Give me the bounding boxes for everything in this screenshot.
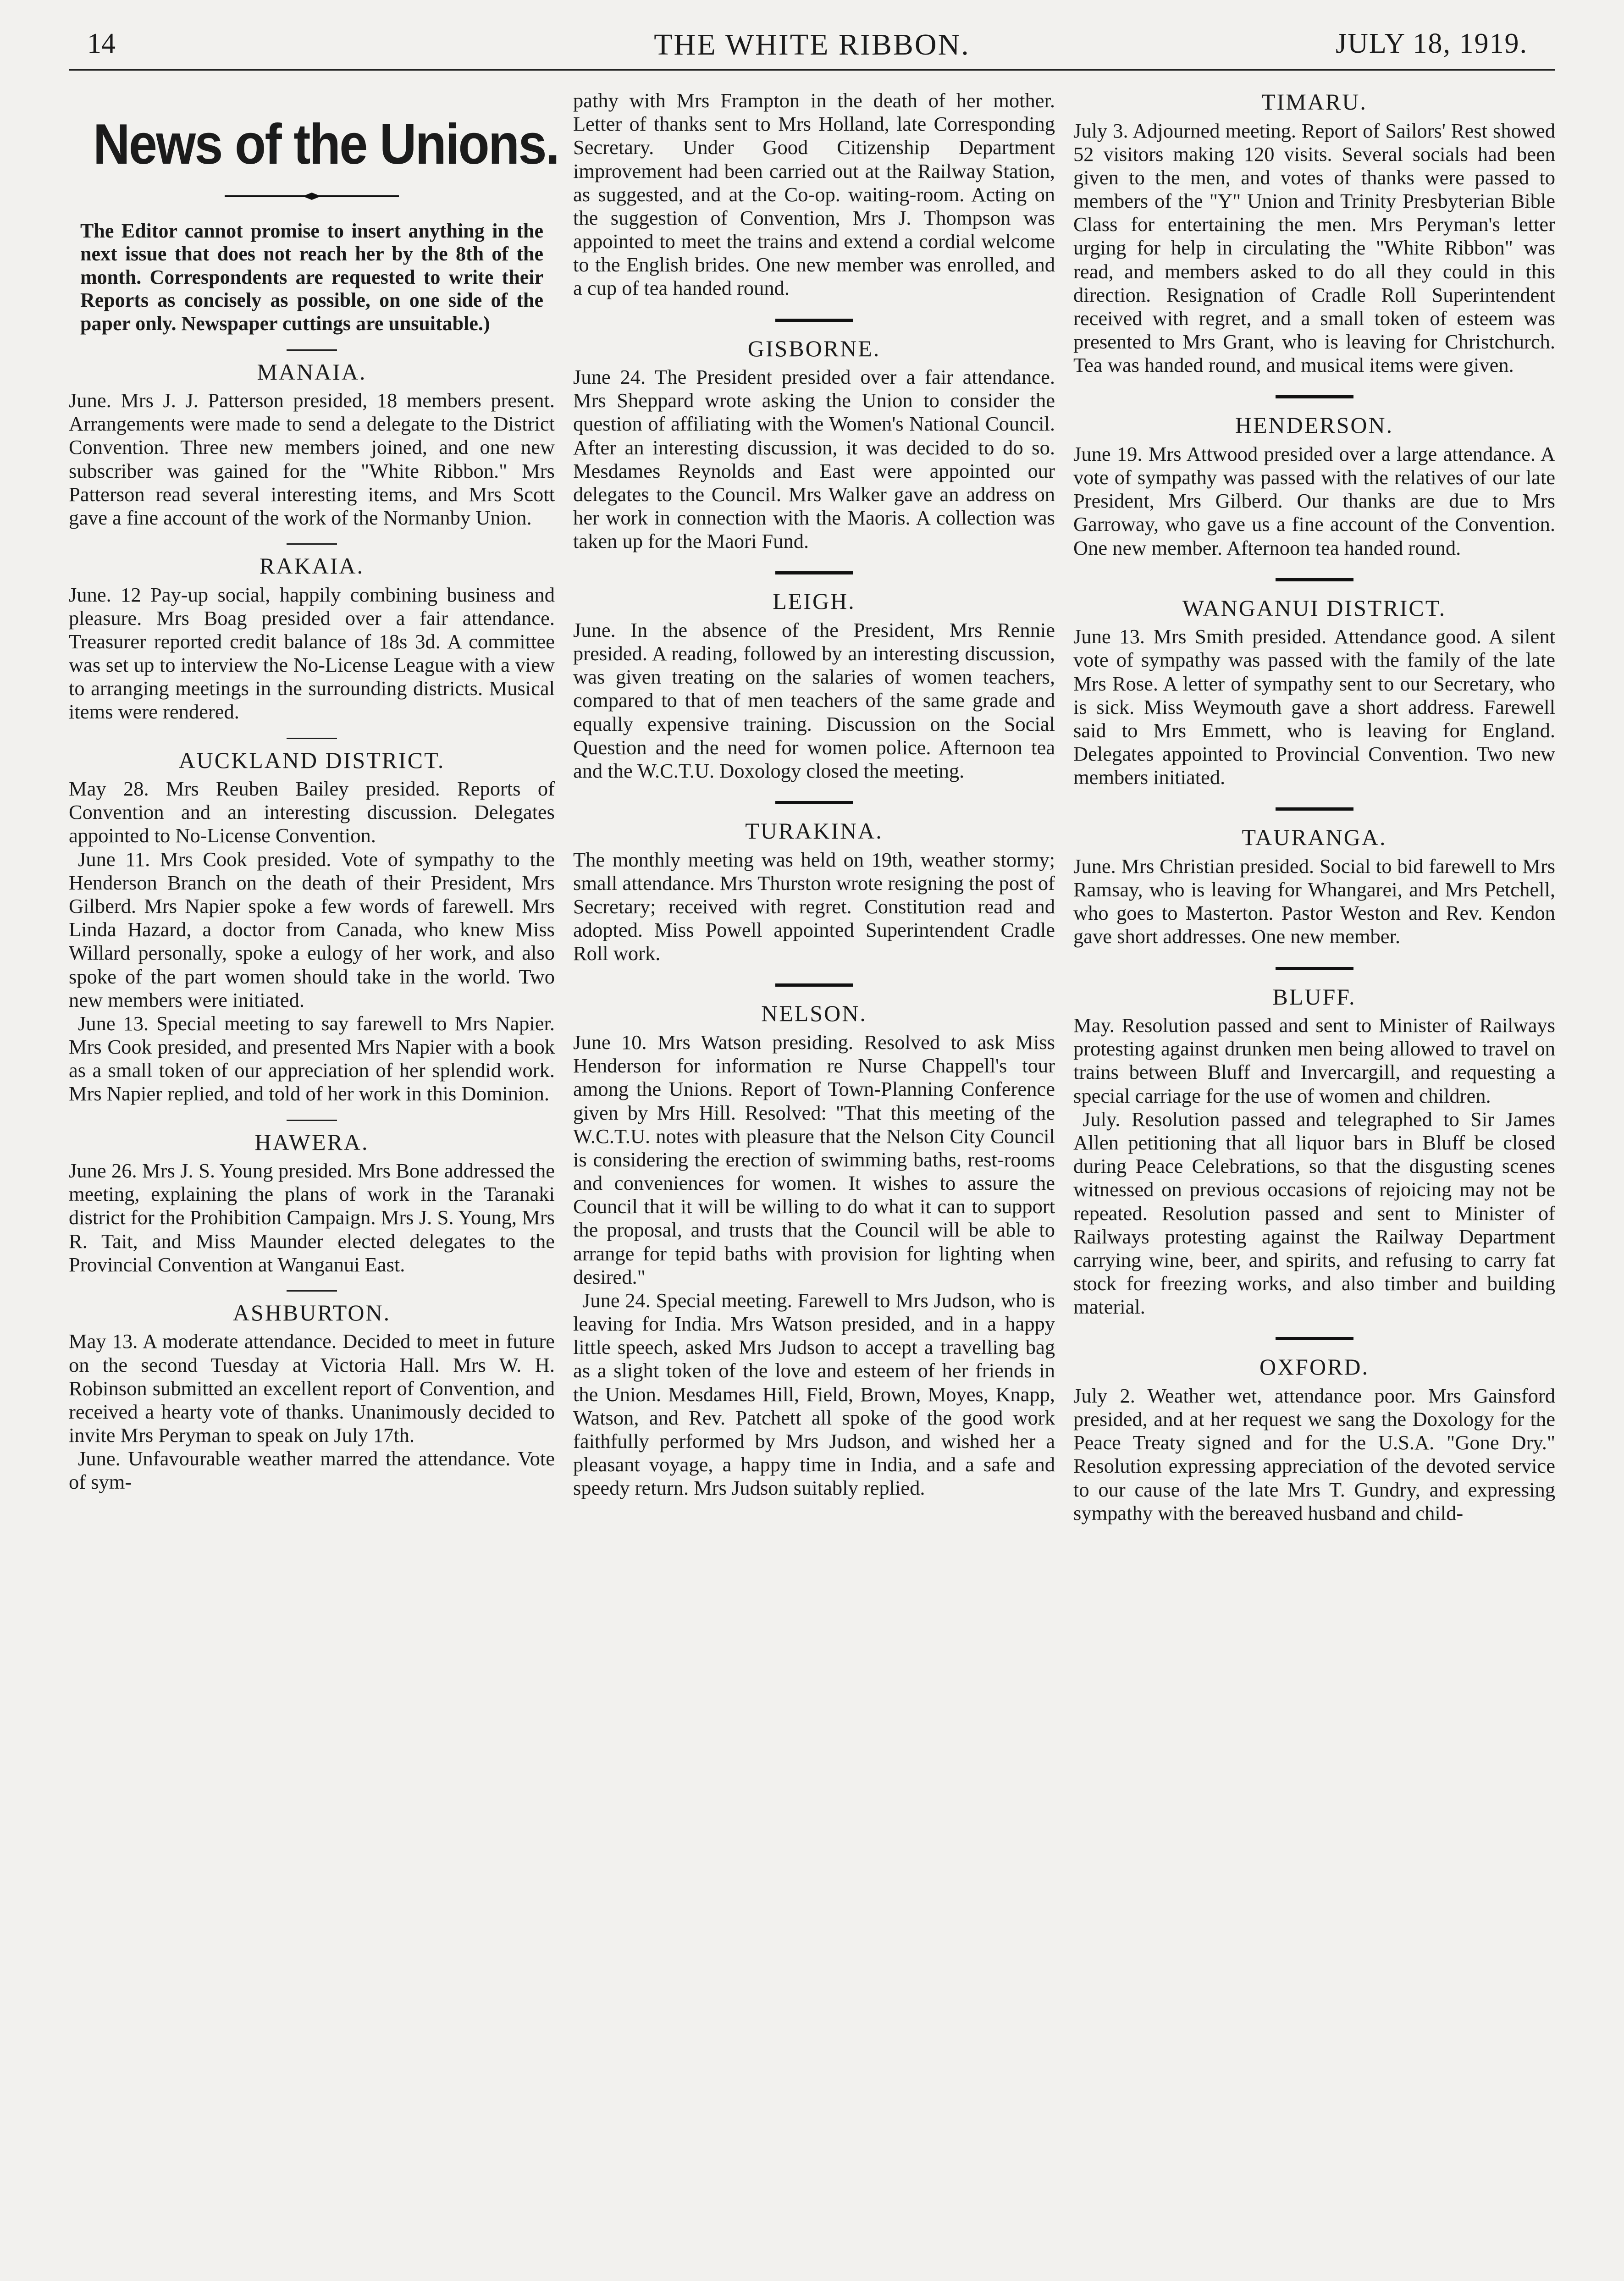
- union-heading: TIMARU.: [1261, 89, 1367, 115]
- report-paragraph: June. Mrs J. J. Patterson presided, 18 members present. Arrangements were made to send a delegate to the District Convention. Three new members joined, and one new subscriber was gained for the "White Ribbon." Mrs Patterson read several interesting items, and Mrs Scott gave a fine account of the work of the Normanby Union.: [69, 389, 555, 529]
- union-report: [573, 983, 1055, 1500]
- union-heading: LEIGH.: [773, 588, 856, 614]
- section-divider: [287, 1290, 337, 1292]
- union-heading: NELSON.: [761, 1000, 867, 1027]
- union-heading: RAKAIA.: [260, 553, 364, 579]
- column-3-body: [1073, 89, 1555, 1525]
- union-report: [1073, 1337, 1555, 1525]
- report-paragraph: June 19. Mrs Attwood presided over a large attendance. A vote of sympathy was passed with the relatives of our late President, Mrs Gilberd. Our thanks are due to Mrs Garroway, who gave us a fine account of the Convention. One new member. Afternoon tea handed round.: [1073, 442, 1555, 559]
- union-report: [1073, 807, 1555, 948]
- report-paragraph: June 13. Mrs Smith presided. Attendance good. A silent vote of sympathy was passed with the family of the late Mrs Rose. A letter of sympathy sent to our Secretary, who is sick. Miss Weymouth gave a short address. Farewell said to Mrs Emmett, who is leaving for England. Delegates appointed to Provincial Convention. Two new members initiated.: [1073, 625, 1555, 789]
- union-heading: MANAIA.: [257, 359, 367, 385]
- section-divider: [1276, 967, 1353, 970]
- report-paragraph: The monthly meeting was held on 19th, weather stormy; small attendance. Mrs Thurston wrote resigning the post of Secretary; received with regret. Constitution read and adopted. Miss Powell appointed Superintendent Cradle Roll work.: [573, 848, 1055, 965]
- report-paragraph: July. Resolution passed and telegraphed to Sir James Allen petitioning that all liquor bars in Bluff be closed during Peace Celebrations, so that the disgusting scenes witnessed on previous occasions of rejoicing may not be repeated. Resolution passed and sent to Minister of Railways protesting against the Railway Department carrying wine, beer, and spirits, and refusing to carry fat stock for freezing works, and also timber and building material.: [1073, 1107, 1555, 1319]
- column-2: [573, 89, 1055, 1525]
- publication-title: THE WHITE RIBBON.: [654, 28, 970, 61]
- report-paragraph: May 13. A moderate attendance. Decided to meet in future on the second Tuesday at Victoria Hall. Mrs W. H. Robinson submitted an excellent report of Convention, and received a hearty vote of thanks. Unanimously decided to invite Mrs Peryman to speak on July 17th.: [69, 1330, 555, 1447]
- section-divider: [287, 349, 337, 351]
- section-divider: [287, 738, 337, 739]
- union-heading: AUCKLAND DISTRICT.: [178, 747, 445, 773]
- report-paragraph: June 10. Mrs Watson presiding. Resolved to ask Miss Henderson for information re Nurse Chappell's tour among the Unions. Report of Town-Planning Conference given by Mrs Hill. Resolved: "That this meeting of the W.C.T.U. notes with pleasure that the Nelson City Council is considering the erection of swimming baths, rest-rooms and conveniences for women. It wishes to assure the Council that it will be willing to do what it can to support the proposal, and trusts that the Council will be able to arrange for tepid baths with provision for lighting when desired.": [573, 1030, 1055, 1288]
- report-paragraph: June. Unfavourable weather marred the attendance. Vote of sym-: [69, 1447, 555, 1494]
- union-heading: OXFORD.: [1259, 1354, 1370, 1380]
- report-paragraph: May. Resolution passed and sent to Minister of Railways protesting against drunken men being allowed to travel on trains between Bluff and Invercargill, and requesting a special carriage for the use of women and children.: [1073, 1014, 1555, 1107]
- union-report: [573, 89, 1055, 300]
- column-1: [69, 89, 559, 1525]
- union-heading: HAWERA.: [254, 1129, 369, 1155]
- report-paragraph: July 3. Adjourned meeting. Report of Sailors' Rest showed 52 visitors making 120 visits. Several socials had been given to the men, and votes of thanks were passed to members of the "Y" Union and Trinity Presbyterian Bible Class for entertaining the men. Mrs Peryman's letter urging for help in circulating the "White Ribbon" was read, and members asked to do all they could in this direction. Resignation of Cradle Roll Superintendent received with regret, and a small token of esteem was presented to Mrs Grant, who is leaving for Christchurch. Tea was handed round, and musical items were given.: [1073, 119, 1555, 377]
- editor-note: The Editor cannot promise to insert anything in the next issue that does not reach her by the 8th of the month. Correspondents are requested to write their Reports as concisely as possible, on one side of the paper only. Newspaper cuttings are unsuitable.): [80, 219, 543, 335]
- union-report: [573, 571, 1055, 783]
- report-paragraph: pathy with Mrs Frampton in the death of her mother. Letter of thanks sent to Mrs Holland, late Corresponding Secretary. Under Good Citizenship Department improvement had been carried out at the Railway Station, as suggested, and at the Co-op. waiting-room. Acting on the suggestion of Convention, Mrs J. Thompson was appointed to meet the trains and extend a cordial welcome to the English brides. One new member was enrolled, and a cup of tea handed round.: [573, 89, 1055, 300]
- page-header: [69, 28, 1555, 71]
- report-paragraph: June 26. Mrs J. S. Young presided. Mrs Bone addressed the meeting, explaining the plans of work in the Taranaki district for the Prohibition Campaign. Mrs J. S. Young, Mrs R. Tait, and Miss Maunder elected delegates to the Provincial Convention at Wanganui East.: [69, 1159, 555, 1276]
- union-heading: GISBORNE.: [747, 335, 881, 361]
- union-heading: ASHBURTON.: [232, 1299, 391, 1326]
- section-divider: [1276, 395, 1353, 398]
- union-report: [1073, 395, 1555, 559]
- report-paragraph: June. In the absence of the President, Mrs Rennie presided. A reading, followed by an interesting discussion, was given treating on the salaries of women teachers, compared to that of men teachers of the same grade and equally expensive training. Discussion on the Social Question and the need for women police. Afternoon tea and the W.C.T.U. Doxology closed the meeting.: [573, 618, 1055, 782]
- page-number: 14: [87, 28, 116, 59]
- section-divider: [775, 319, 853, 322]
- union-report: [573, 801, 1055, 965]
- column-2-body: [573, 89, 1055, 1500]
- section-divider: [1276, 578, 1353, 581]
- report-paragraph: June. Mrs Christian presided. Social to bid farewell to Mrs Ramsay, who is leaving for Whangarei, and Mrs Petchell, who goes to Masterton. Pastor Weston and Rev. Kendon gave short addresses. One new member.: [1073, 854, 1555, 948]
- section-masthead: News of the Unions.: [93, 113, 559, 176]
- union-heading: TAURANGA.: [1242, 824, 1387, 851]
- union-heading: WANGANUI DISTRICT.: [1182, 595, 1447, 621]
- report-paragraph: May 28. Mrs Reuben Bailey presided. Reports of Convention and an interesting discussion. Delegates appointed to No-License Convention.: [69, 777, 555, 847]
- issue-date: JULY 18, 1919.: [1335, 28, 1528, 59]
- section-divider: [287, 543, 337, 545]
- union-report: [1073, 578, 1555, 790]
- union-report: [69, 1120, 555, 1276]
- report-paragraph: June 13. Special meeting to say farewell to Mrs Napier. Mrs Cook presided, and presented Mrs Napier with a book as a small token of our appreciation of her splendid work. Mrs Napier replied, and told of her work in this Dominion.: [69, 1011, 555, 1105]
- union-report: [1073, 89, 1555, 377]
- columns: [69, 89, 1555, 1525]
- section-divider: [775, 983, 853, 987]
- section-divider: [775, 571, 853, 574]
- union-report: [1073, 967, 1555, 1319]
- union-report: [69, 1290, 555, 1494]
- union-heading: TURAKINA.: [745, 818, 883, 844]
- section-divider: [775, 801, 853, 804]
- union-report: [573, 319, 1055, 553]
- report-paragraph: June. 12 Pay-up social, happily combining business and pleasure. Mrs Boag presided over a fair attendance. Treasurer reported credit balance of 18s 3d. A committee was set up to interview the No-License League with a view to arranging meetings in the surrounding districts. Musical items were rendered.: [69, 583, 555, 724]
- union-heading: HENDERSON.: [1235, 412, 1394, 438]
- section-divider: [1276, 807, 1353, 811]
- union-report: [69, 738, 555, 1106]
- report-paragraph: July 2. Weather wet, attendance poor. Mrs Gainsford presided, and at her request we sang the Doxology for the Peace Treaty signed and for the U.S.A. "Gone Dry." Resolution expressing appreciation of the devoted service to our cause of the late Mrs T. Gundry, and expressing sympathy with the bereaved husband and child-: [1073, 1384, 1555, 1524]
- column-1-body: [69, 349, 555, 1494]
- union-report: [69, 543, 555, 724]
- section-divider: [1276, 1337, 1353, 1340]
- ornament-divider-icon: [225, 191, 399, 201]
- report-paragraph: June 24. The President presided over a fair attendance. Mrs Sheppard wrote asking the Union to consider the question of affiliating with the Women's National Council. After an interesting discussion, it was decided to do so. Mesdames Reynolds and East were appointed our delegates to the Council. Mrs Walker gave an address on her work in connection with the Maoris. A collection was taken up for the Maori Fund.: [573, 365, 1055, 553]
- union-heading: BLUFF.: [1272, 983, 1356, 1010]
- report-paragraph: June 24. Special meeting. Farewell to Mrs Judson, who is leaving for India. Mrs Watson presided, and in a happy little speech, asked Mrs Judson to accept a travelling bag as a slight token of the love and esteem of her friends in the Union. Mesdames Hill, Field, Brown, Moyes, Knapp, Watson, and Rev. Patchett all spoke of the good work faithfully performed by Mrs Judson, and wished her a pleasant voyage, a happy time in India, and a safe and speedy return. Mrs Judson suitably replied.: [573, 1288, 1055, 1500]
- union-report: [69, 349, 555, 530]
- column-3: [1073, 89, 1555, 1525]
- section-divider: [287, 1120, 337, 1121]
- report-paragraph: June 11. Mrs Cook presided. Vote of sympathy to the Henderson Branch on the death of their President, Mrs Gilberd. Mrs Napier spoke a few words of farewell. Mrs Linda Hazard, a doctor from Canada, who knew Miss Willard personally, spoke a eulogy of her work, and also spoke of the part women should take in the world. Two new members were initiated.: [69, 847, 555, 1011]
